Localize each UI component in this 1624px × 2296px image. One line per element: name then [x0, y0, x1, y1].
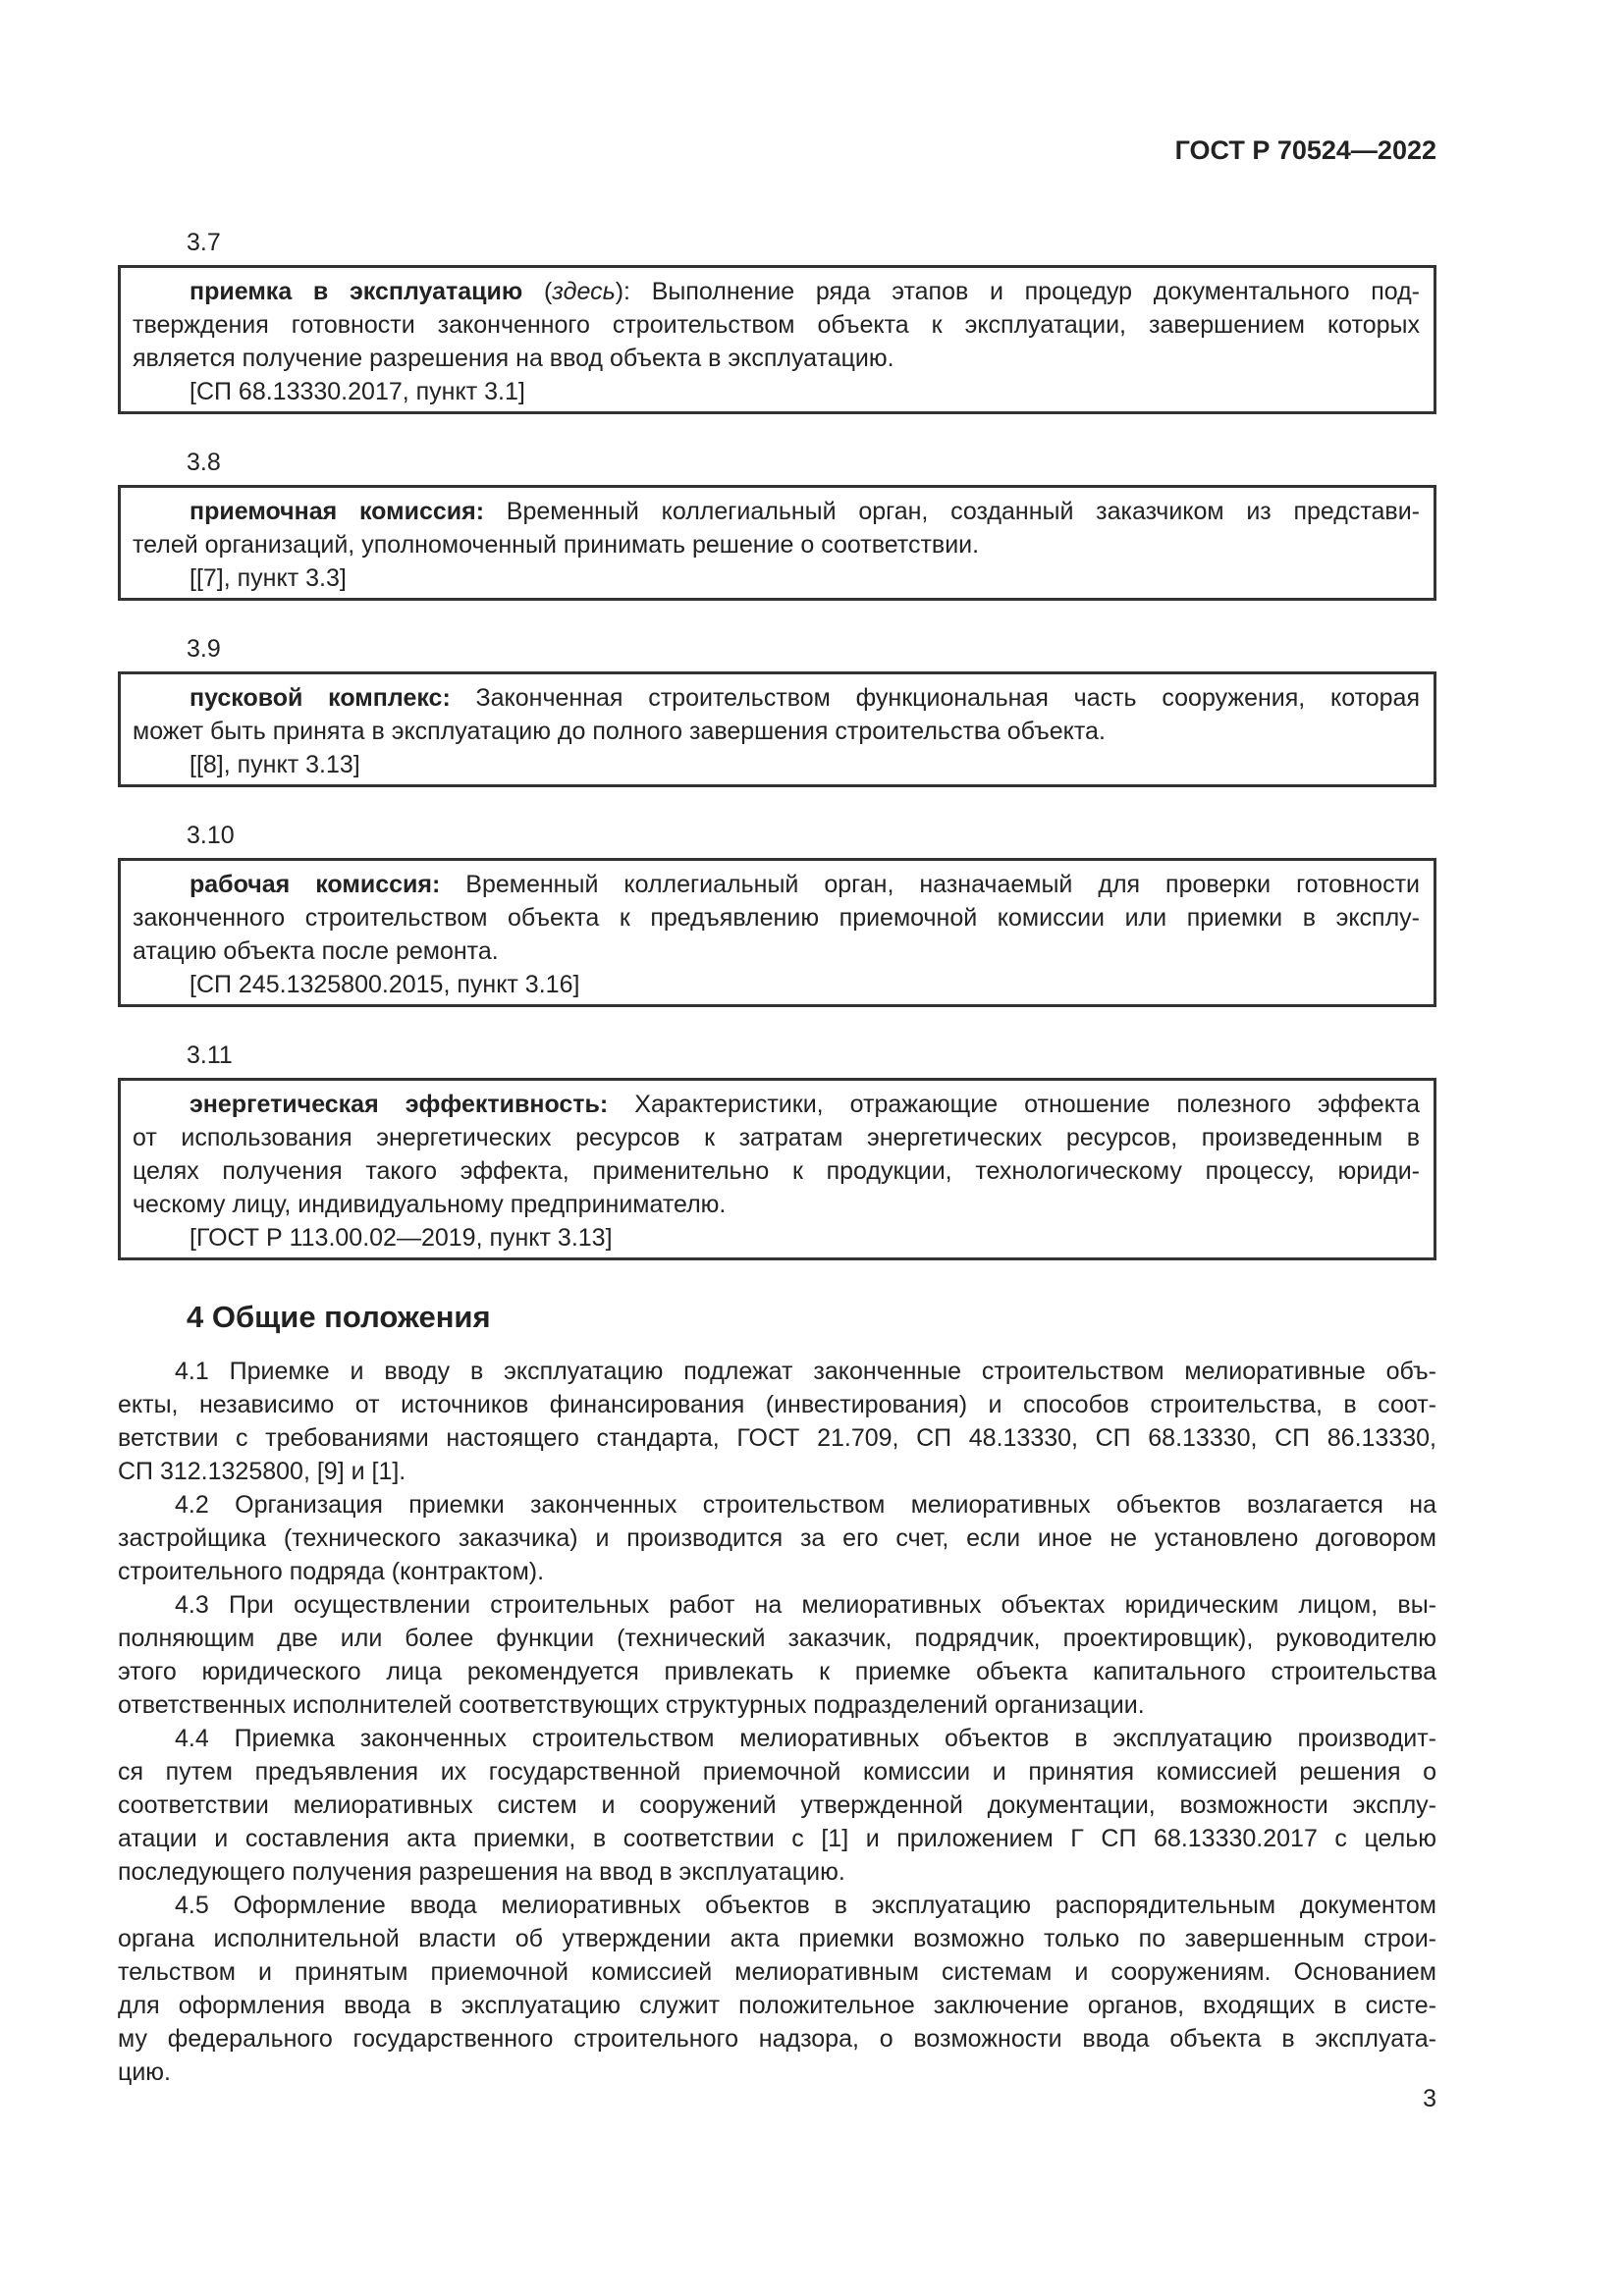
definition-text: ): Выполнение ряда этапов и процедур документального под-	[615, 278, 1420, 305]
paragraph-line: строительного подряда (контрактом).	[118, 1558, 545, 1585]
definition-line: ческому лицу, индивидуальному предпринимателю.	[133, 1191, 727, 1218]
document-code: ГОСТ Р 70524—2022	[1174, 135, 1436, 165]
term-name: приемочная комиссия:	[189, 498, 485, 525]
paragraph-line: атации и составления акта приемки, в соответствии с [1] и приложением Г СП 68.13330.2017 с целью	[118, 1825, 1436, 1852]
definition-text: Временный коллегиальный орган, созданный заказчиком из представи-	[484, 498, 1420, 525]
definition-line	[133, 681, 1420, 715]
paragraph-line: 4.2 Организация приемки законченных строительством мелиоративных объектов возлагается на	[175, 1491, 1436, 1519]
paragraph-line: 4.3 При осуществлении строительных работ на мелиоративных объектах юридическим лицом, вы-	[175, 1591, 1436, 1619]
definition-line: является получение разрешения на ввод объекта в эксплуатацию.	[133, 345, 894, 372]
paragraph	[118, 1488, 1436, 1588]
definition-line: целях получения такого эффекта, применительно к продукции, технологическому процессу, юриди-	[133, 1157, 1420, 1185]
section-heading: 4 Общие положения	[187, 1300, 491, 1334]
term-name: рабочая комиссия:	[189, 871, 441, 898]
term-definition-box	[118, 671, 1436, 787]
definition-text: Законченная строительством функциональная часть сооружения, которая	[450, 684, 1420, 712]
definition-line: законченного строительством объекта к предъявлению приемочной комиссии или приемки в эксплу-	[133, 904, 1420, 932]
paragraph-line: последующего получения разрешения на ввод в эксплуатацию.	[118, 1858, 845, 1886]
page-number: 3	[1423, 2085, 1436, 2112]
definition-text: Характеристики, отражающие отношение полезного эффекта	[608, 1091, 1420, 1118]
term-name: энергетическая эффективность:	[189, 1091, 609, 1118]
definition-line: может быть принята в эксплуатацию до полного завершения строительства объекта.	[133, 718, 1106, 745]
definition-line	[133, 495, 1420, 528]
term-number: 3.10	[187, 822, 235, 849]
paragraph-line: му федерального государственного строительного надзора, о возможности ввода объекта в эксплуата-	[118, 2025, 1436, 2053]
term-definition-box	[118, 1078, 1436, 1260]
paragraph-line: 4.4 Приемка законченных строительством мелиоративных объектов в эксплуатацию производит-	[175, 1725, 1436, 1752]
definition-line	[133, 1088, 1420, 1121]
definition-line: атацию объекта после ремонта.	[133, 937, 499, 965]
term-number: 3.11	[187, 1041, 233, 1069]
term-source-reference: [[8], пункт 3.13]	[189, 751, 360, 778]
paragraph-line: органа исполнительной власти об утверждении акта приемки возможно только по завершенным строи-	[118, 1925, 1436, 1952]
paragraph-line: 4.1 Приемке и вводу в эксплуатацию подлежат законченные строительством мелиоративные объ-	[175, 1358, 1436, 1385]
term-number: 3.7	[187, 229, 221, 256]
definition-line: телей организаций, уполномоченный принимать решение о соответствии.	[133, 531, 980, 559]
paragraph-line: полняющим две или более функции (технический заказчик, подрядчик, проектировщик), руководителю	[118, 1625, 1436, 1652]
paragraph-line: 4.5 Оформление ввода мелиоративных объектов в эксплуатацию распорядительным документом	[175, 1892, 1436, 1919]
term-number: 3.8	[187, 449, 221, 476]
paragraph-line: этого юридического лица рекомендуется привлекать к приемке объекта капитального строительства	[118, 1658, 1436, 1685]
paragraph-line: екты, независимо от источников финансирования (инвестирования) и способов строительства, в соот-	[118, 1391, 1436, 1418]
term-definition-box	[118, 858, 1436, 1007]
definition-text: (	[522, 278, 553, 305]
paragraph	[118, 1722, 1436, 1889]
definition-line	[133, 275, 1420, 308]
paragraph-line: тельством и принятым приемочной комиссией мелиоративным системам и сооружениям. Основанием	[118, 1958, 1436, 1986]
paragraph-line: застройщика (технического заказчика) и производится за его счет, если иное не установлено договором	[118, 1524, 1436, 1552]
paragraph-line: ответственных исполнителей соответствующих структурных подразделений организации.	[118, 1691, 1145, 1719]
paragraph-line: ветствии с требованиями настоящего стандарта, ГОСТ 21.709, СП 48.13330, СП 68.13330, СП 86.13330,	[118, 1424, 1436, 1452]
term-definition-box	[118, 485, 1436, 601]
definition-text: Временный коллегиальный орган, назначаемый для проверки готовности	[440, 871, 1420, 898]
paragraph	[118, 1588, 1436, 1722]
page-content	[118, 226, 1436, 2089]
paragraph	[118, 1889, 1436, 2089]
paragraph	[118, 1355, 1436, 1488]
paragraph-line: соответствии мелиоративных систем и сооружений утвержденной документации, возможности эксплу-	[118, 1791, 1436, 1819]
term-source-reference: [[7], пункт 3.3]	[189, 564, 347, 592]
term-name: приемка в эксплуатацию	[189, 278, 523, 305]
paragraph-line: для оформления ввода в эксплуатацию служит положительное заключение органов, входящих в систе-	[118, 1992, 1436, 2019]
term-name: пусковой комплекс:	[189, 684, 451, 712]
paragraph-line: цию.	[118, 2058, 171, 2086]
paragraph-line: СП 312.1325800, [9] и [1].	[118, 1458, 406, 1485]
definition-line: от использования энергетических ресурсов к затратам энергетических ресурсов, произведенным в	[133, 1124, 1420, 1151]
term-source-reference: [СП 68.13330.2017, пункт 3.1]	[189, 378, 525, 405]
term-source-reference: [ГОСТ Р 113.00.02—2019, пункт 3.13]	[189, 1224, 613, 1252]
paragraph-line: ся путем предъявления их государственной приемочной комиссии и принятия комиссией решения о	[118, 1758, 1436, 1786]
term-number: 3.9	[187, 635, 221, 663]
definition-line: тверждения готовности законченного строительством объекта к эксплуатации, завершением которых	[133, 311, 1420, 339]
term-qualifier: здесь	[552, 278, 616, 305]
definition-line	[133, 868, 1420, 901]
term-source-reference: [СП 245.1325800.2015, пункт 3.16]	[189, 971, 580, 998]
term-definition-box	[118, 265, 1436, 414]
